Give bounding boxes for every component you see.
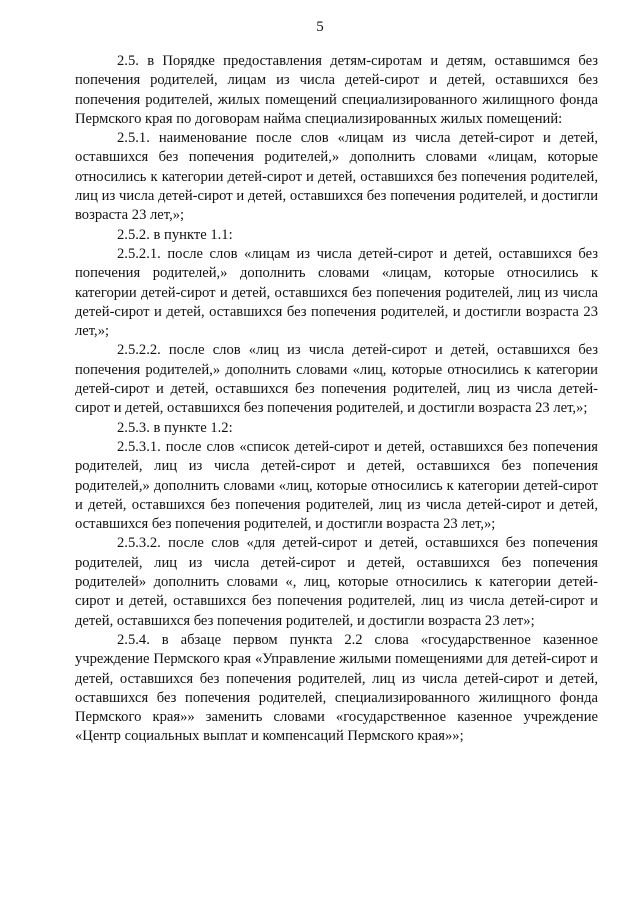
paragraph-2-5: 2.5. в Порядке предоставления детям-сиротам и детям, оставшимся без попечения родителей, лицам из числа детей-сирот и детей, оставшихся без попечения родителей, жилых помещений специализированного жилищного фонда Пермского края по договорам найма специализированных жилых помещений: — [75, 53, 598, 127]
paragraph-2-5-3-1: 2.5.3.1. после слов «список детей-сирот и детей, оставшихся без попечения родителей, лиц из числа детей-сирот и детей, оставшихся без попечения родителей,» дополнить словами «лиц, которые относились к категории детей-сирот и детей, оставшихся без попечения родителей, лиц из числа детей-сирот и детей, оставшихся без попечения родителей, и достигли возраста 23 лет,»; — [75, 438, 598, 533]
paragraph-2-5-4: 2.5.4. в абзаце первом пункта 2.2 слова «государственное казенное учреждение Пермского края «Управление жилыми помещениями для детей-сирот и детей, оставшихся без попечения родителей, лиц из числа детей-сирот и детей, оставшихся без попечения родителей, специализированного жилищного фонда Пермского края»» заменить словами «государственное казенное учреждение «Центр социальных выплат и компенсаций Пермского края»»; — [75, 631, 598, 745]
paragraph-2-5-2-2: 2.5.2.2. после слов «лиц из числа детей-сирот и детей, оставшихся без попечения родителей,» дополнить словами «лиц, которые относились к категории детей-сирот и детей, оставшихся без попечения родителей, лиц из числа детей-сирот и детей, оставшихся без попечения родителей, и достигли возраста 23 лет,»; — [75, 342, 598, 417]
paragraph-2-5-2-1: 2.5.2.1. после слов «лицам из числа детей-сирот и детей, оставшихся без попечения родителей,» дополнить словами «лицам, которые относились к категории детей-сирот и детей, оставшихся без попечения родителей, лиц из числа детей-сирот и детей, оставшихся без попечения родителей, и достигли возраста 23 лет,»; — [75, 245, 598, 340]
page-number: 5 — [316, 19, 324, 35]
paragraph-2-5-2: 2.5.2. в пункте 1.1: — [117, 226, 233, 243]
paragraph-2-5-3: 2.5.3. в пункте 1.2: — [117, 419, 233, 436]
document-body — [75, 52, 598, 747]
paragraph-2-5-1: 2.5.1. наименование после слов «лицам из числа детей-сирот и детей, оставшихся без попечения родителей,» дополнить словами «лицам, которые относились к категории детей-сирот и детей, оставшихся без попечения родителей, лиц из числа детей-сирот и детей, оставшихся без попечения родителей, и достигли возраста 23 лет,»; — [75, 130, 598, 224]
paragraph-2-5-3-2: 2.5.3.2. после слов «для детей-сирот и детей, оставшихся без попечения родителей, лиц из числа детей-сирот и детей, оставшихся без попечения родителей» дополнить словами «, лиц, которые относились к категории детей-сирот и детей, оставшихся без попечения родителей, лиц из числа детей-сирот и детей, оставшихся без попечения родителей, и достигли возраста 23 лет»; — [75, 535, 598, 629]
